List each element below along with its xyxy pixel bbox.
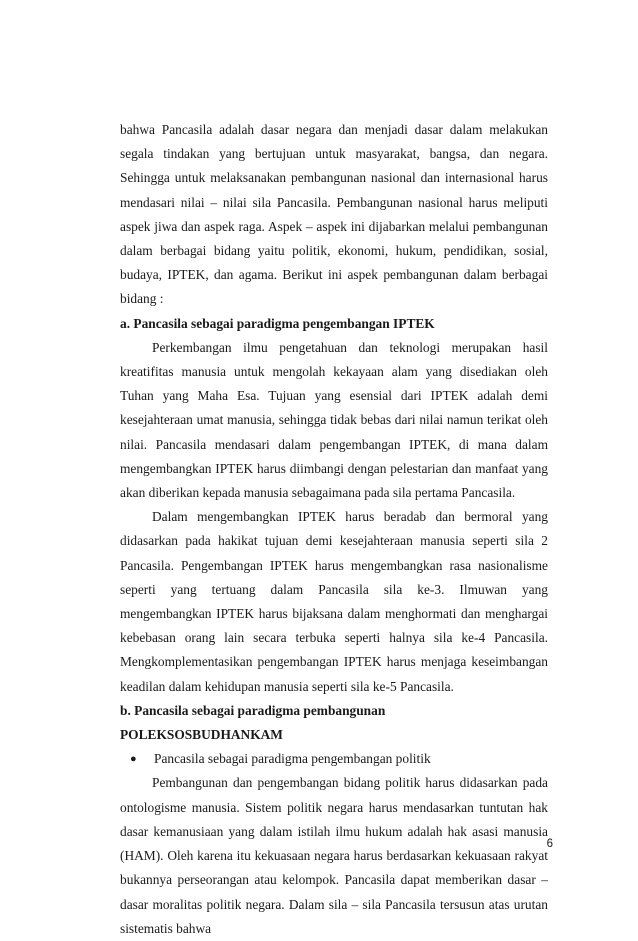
document-body (120, 118, 548, 941)
section-a-paragraph-2: Dalam mengembangkan IPTEK harus beradab dan bermoral yang didasarkan pada hakikat tujuan demi kesejahteraan manusia seperti sila 2 Pancasila. Pengembangan IPTEK harus mengembangkan rasa nasionalisme seperti yang tertuang dalam Pancasila sila ke-3. Ilmuwan yang mengembangkan IPTEK harus bijaksana dalam menghormati dan menghargai kebebasan orang lain secara terbuka seperti halnya sila ke-4 Pancasila. Mengkomplementasikan pengembangan IPTEK harus menjaga keseimbangan keadilan dalam kehidupan manusia seperti sila ke-5 Pancasila. (120, 509, 548, 694)
intro-paragraph: bahwa Pancasila adalah dasar negara dan menjadi dasar dalam melakukan segala tindakan yang bertujuan untuk masyarakat, bangsa, dan negara. Sehingga untuk melaksanakan pembangunan nasional dan internasional harus mendasari nilai – nilai sila Pancasila. Pembangunan nasional harus meliputi aspek jiwa dan aspek raga. Aspek – aspek ini dijabarkan melalui pembangunan dalam berbagai bidang yaitu politik, ekonomi, hukum, pendidikan, sosial, budaya, IPTEK, dan agama. Berikut ini aspek pembangunan dalam berbagai bidang : (120, 122, 548, 307)
bullet-item-label: Pancasila sebagai paradigma pengembangan politik (154, 751, 431, 767)
bullet-item (120, 747, 548, 771)
section-a-heading: a. Pancasila sebagai paradigma pengembangan IPTEK (120, 315, 435, 331)
section-a-paragraph-1: Perkembangan ilmu pengetahuan dan teknologi merupakan hasil kreatifitas manusia untuk mengolah kekayaan alam yang disediakan oleh Tuhan yang Maha Esa. Tujuan yang esensial dari IPTEK adalah demi kesejahteraan umat manusia, sehingga tidak bebas dari nilai namun terikat oleh nilai. Pancasila mendasari dalam pengembangan IPTEK, di mana dalam mengembangkan IPTEK harus diimbangi dengan pelestarian dan manfaat yang akan diberikan kepada manusia sebagaimana pada sila pertama Pancasila. (120, 339, 548, 501)
section-b-paragraph-1: Pembangunan dan pengembangan bidang politik harus didasarkan pada ontologisme manusia. Sistem politik negara harus mendasarkan tuntutan hak dasar kemanusiaan yang dalam istilah ilmu hukum adalah hak asasi manusia (HAM). Oleh karena itu kekuasaan negara harus berdasarkan kekuasaan rakyat bukannya perseorangan atau kelompok. Pancasila dapat memberikan dasar – dasar moralitas politik negara. Dalam sila – sila Pancasila tersusun atas urutan sistematis bahwa (120, 775, 548, 936)
bullet-dot-icon: ● (130, 753, 137, 766)
page-number: 6 (546, 838, 553, 850)
section-b-heading: b. Pancasila sebagai paradigma pembangunan POLEKSOSBUDHANKAM (120, 702, 386, 743)
